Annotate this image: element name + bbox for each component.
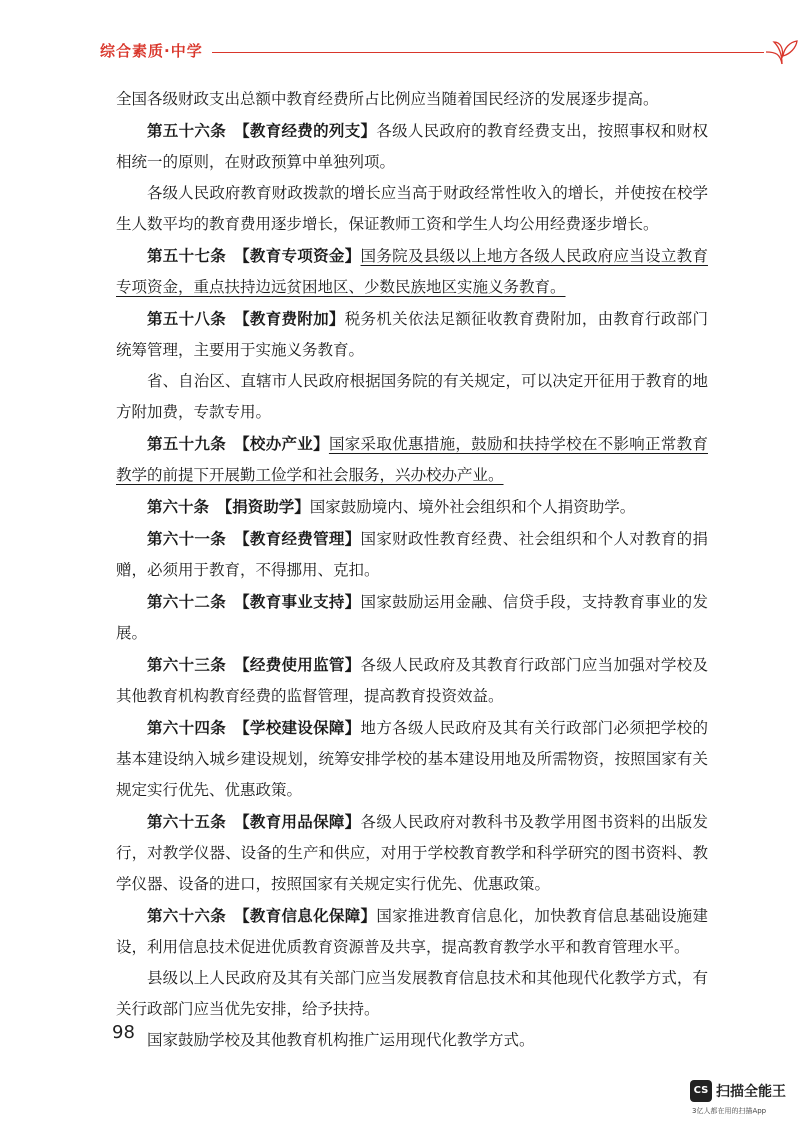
paragraph-text: 税务机关依法足额征收教育费附加，由教育行政部门统筹管理，主要用于实施义务教育。 — [116, 310, 708, 359]
article-number: 第五十七条 — [147, 246, 227, 265]
paragraph-text: 各级人民政府的教育经费支出，按照事权和财权相统一的原则，在财政预算中单独列项。 — [116, 122, 708, 171]
paragraph-text: 国家财政性教育经费、社会组织和个人对教育的捐赠，必须用于教育，不得挪用、克扣。 — [116, 530, 708, 579]
article-paragraph — [116, 586, 708, 649]
article-number: 第六十四条 — [147, 718, 227, 737]
watermark-name: 扫描全能王 — [716, 1084, 786, 1100]
header-title: 综合素质·中学 — [100, 42, 203, 60]
paragraph-text: 国家鼓励运用金融、信贷手段，支持教育事业的发展。 — [116, 593, 708, 642]
article-number: 第六十六条 — [147, 906, 227, 925]
paragraph-text: 国家推进教育信息化，加快教育信息基础设施建设，利用信息技术促进优质教育资源普及共享，提高教育教学水平和教育管理水平。 — [116, 907, 708, 956]
paragraph-text: 国家鼓励境内、境外社会组织和个人捐资助学。 — [309, 498, 636, 516]
paragraph-text: 各级人民政府教育财政拨款的增长应当高于财政经常性收入的增长，并使按在校学生人数平均的教育费用逐步增长，保证教师工资和学生人均公用经费逐步增长。 — [116, 184, 708, 233]
article-paragraph — [116, 491, 708, 523]
paragraph-text: 国务院及县级以上地方各级人民政府应当设立教育专项资金，重点扶持边远贫困地区、少数民族地区实施义务教育。 — [116, 247, 708, 296]
article-number: 第六十一条 — [147, 529, 227, 548]
paragraph-text: 各级人民政府对教科书及教学用图书资料的出版发行，对教学仪器、设备的生产和供应，对用于学校教育教学和科学研究的图书资料、教学仪器、设备的进口，按照国家有关规定实行优先、优惠政策。 — [116, 813, 708, 893]
page-header — [100, 36, 700, 66]
paragraph-text: 地方各级人民政府及其有关行政部门必须把学校的基本建设纳入城乡建设规划，统筹安排学校的基本建设用地及所需物资，按照国家有关规定实行优先、优惠政策。 — [116, 719, 708, 799]
camscanner-logo-icon: CS — [690, 1080, 712, 1102]
article-title: 【教育信息化保障】 — [233, 906, 377, 925]
article-number: 第六十条 — [147, 497, 210, 516]
article-paragraph — [116, 900, 708, 963]
article-number: 第五十六条 — [147, 121, 227, 140]
text-paragraph — [116, 1025, 708, 1056]
article-title: 【捐资助学】 — [216, 497, 310, 516]
article-title: 【教育用品保障】 — [233, 812, 361, 831]
header-rule — [212, 52, 764, 53]
article-title: 【教育事业支持】 — [233, 592, 361, 611]
paragraph-text: 县级以上人民政府及其有关部门应当发展教育信息技术和其他现代化教学方式，有关行政部门应当优先安排，给予扶持。 — [116, 969, 708, 1018]
article-number: 第六十五条 — [147, 812, 227, 831]
paragraph-text: 省、自治区、直辖市人民政府根据国务院的有关规定，可以决定开征用于教育的地方附加费，专款专用。 — [116, 372, 708, 421]
article-title: 【经费使用监管】 — [233, 655, 361, 674]
paragraph-text: 各级人民政府及其教育行政部门应当加强对学校及其他教育机构教育经费的监督管理，提高教育投资效益。 — [116, 656, 708, 705]
text-paragraph — [116, 963, 708, 1025]
document-body — [116, 84, 708, 1056]
article-title: 【教育费附加】 — [233, 309, 345, 328]
sprout-icon — [764, 36, 800, 66]
article-paragraph — [116, 240, 708, 303]
article-paragraph — [116, 303, 708, 366]
article-title: 【校办产业】 — [233, 434, 329, 453]
paragraph-text: 全国各级财政支出总额中教育经费所占比例应当随着国民经济的发展逐步提高。 — [116, 90, 659, 108]
text-paragraph — [116, 84, 708, 115]
paragraph-text: 国家采取优惠措施，鼓励和扶持学校在不影响正常教育教学的前提下开展勤工俭学和社会服务，兴办校办产业。 — [116, 435, 708, 484]
article-paragraph — [116, 649, 708, 712]
article-number: 第五十八条 — [147, 309, 227, 328]
article-title: 【教育经费管理】 — [233, 529, 361, 548]
article-paragraph — [116, 115, 708, 178]
article-number: 第五十九条 — [147, 434, 227, 453]
page-number: 98 — [112, 1022, 135, 1043]
watermark-tagline: 3亿人都在用的扫描App — [692, 1107, 767, 1115]
article-paragraph — [116, 523, 708, 586]
article-paragraph — [116, 806, 708, 900]
article-number: 第六十二条 — [147, 592, 227, 611]
article-title: 【教育专项资金】 — [233, 246, 361, 265]
paragraph-text: 国家鼓励学校及其他教育机构推广运用现代化教学方式。 — [147, 1031, 535, 1049]
article-paragraph — [116, 712, 708, 806]
article-number: 第六十三条 — [147, 655, 227, 674]
article-title: 【教育经费的列支】 — [233, 121, 377, 140]
scanner-watermark — [690, 1080, 790, 1124]
article-title: 【学校建设保障】 — [233, 718, 361, 737]
text-paragraph — [116, 366, 708, 428]
text-paragraph — [116, 178, 708, 240]
article-paragraph — [116, 428, 708, 491]
